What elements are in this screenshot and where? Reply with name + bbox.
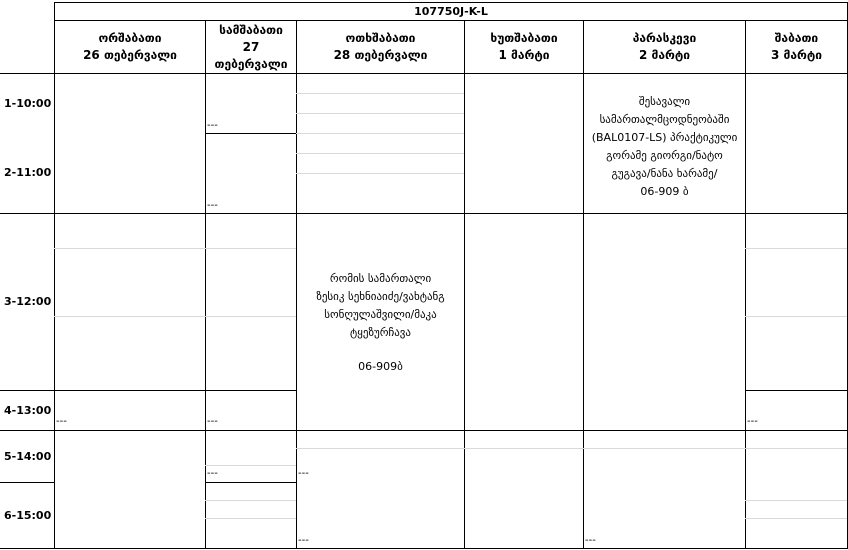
empty-marker: --- (207, 416, 218, 427)
group-title: 107750J-K-L (414, 5, 488, 18)
empty-marker: --- (298, 535, 309, 546)
day-header-thursday (465, 30, 583, 64)
event-code: (BAL0107-LS) პრაქტიკული (591, 131, 738, 144)
grid-line (205, 482, 296, 483)
event-room: 06-909ბ (358, 360, 403, 373)
grid-line (745, 316, 847, 317)
day-date: 2 მარტი (638, 48, 691, 62)
day-date: 28 თებერვალი (333, 48, 428, 62)
grid-line (0, 482, 54, 483)
grid-line (0, 73, 848, 74)
grid-line (745, 20, 746, 549)
grid-line (54, 248, 296, 249)
grid-line (54, 20, 848, 21)
time-slot-1: 1-10:00 (4, 97, 52, 110)
grid-line (296, 153, 464, 154)
day-date: 1 მარტი (498, 48, 550, 62)
grid-line (0, 548, 848, 549)
grid-line (583, 448, 745, 449)
grid-line (205, 465, 296, 466)
empty-marker: --- (298, 468, 309, 479)
time-slot-2: 2-11:00 (4, 166, 52, 179)
empty-marker: --- (585, 535, 596, 546)
grid-line (296, 93, 464, 94)
time-slot-6: 6-15:00 (4, 509, 52, 522)
event-instructors: გუგავა/ნანა ხარამე/ (611, 167, 718, 180)
event-instructors: ზესიკ სეხნიაიძე/ვახტანგ (316, 290, 445, 303)
event-title: სამართალმცოდნეობაში (599, 113, 730, 126)
empty-marker: --- (207, 120, 218, 131)
day-date: თებერვალი (214, 57, 288, 71)
grid-line (0, 213, 848, 214)
grid-line (296, 173, 464, 174)
grid-line (464, 20, 465, 549)
day-name: სამშაბათი (219, 23, 283, 37)
day-header-friday (584, 30, 745, 64)
time-slot-3: 3-12:00 (4, 295, 52, 308)
event-instructors: ტყეზურჩავა (349, 326, 412, 339)
event-title: რომის სამართალი (329, 272, 432, 285)
grid-line (296, 113, 464, 114)
grid-line (745, 390, 848, 391)
day-date: 27 (242, 40, 260, 54)
grid-line (464, 448, 583, 449)
grid-line (745, 500, 847, 501)
empty-marker: --- (207, 468, 218, 479)
day-date: 26 თებერვალი (83, 48, 177, 62)
event-instructors: გორამე გიორგი/ნატო (606, 149, 723, 162)
event-instructors: სონღულაშვილი/მაკა (324, 308, 437, 321)
day-name: შაბათი (774, 31, 819, 45)
day-header-wednesday (297, 30, 464, 64)
grid-line (0, 430, 848, 431)
event-intro-law (584, 93, 745, 201)
empty-marker: --- (56, 416, 67, 427)
time-slot-5: 5-14:00 (4, 450, 52, 463)
day-name: ხუთშაბათი (490, 31, 558, 45)
day-header-tuesday (206, 22, 296, 73)
grid-line (296, 448, 464, 449)
day-date: 3 მარტი (770, 48, 823, 62)
day-name: ოთხშაბათი (345, 31, 416, 45)
grid-line (745, 248, 847, 249)
grid-line (205, 500, 296, 501)
event-roman-law (297, 270, 464, 376)
empty-marker: --- (747, 416, 758, 427)
grid-line (205, 518, 296, 519)
event-room: 06-909 ბ (640, 185, 689, 198)
day-name: პარასკევი (632, 31, 697, 45)
grid-line (745, 518, 847, 519)
grid-line (0, 390, 296, 391)
grid-line (745, 448, 847, 449)
day-header-monday (55, 30, 205, 64)
time-slot-4: 4-13:00 (4, 404, 52, 417)
grid-line (54, 2, 55, 549)
grid-line (205, 133, 296, 134)
empty-marker: --- (207, 200, 218, 211)
grid-line (54, 316, 296, 317)
day-header-saturday (746, 30, 847, 64)
day-name: ორშაბათი (98, 31, 162, 45)
grid-line (205, 20, 206, 549)
grid-line (296, 133, 464, 134)
event-title: შესავალი (638, 95, 691, 108)
